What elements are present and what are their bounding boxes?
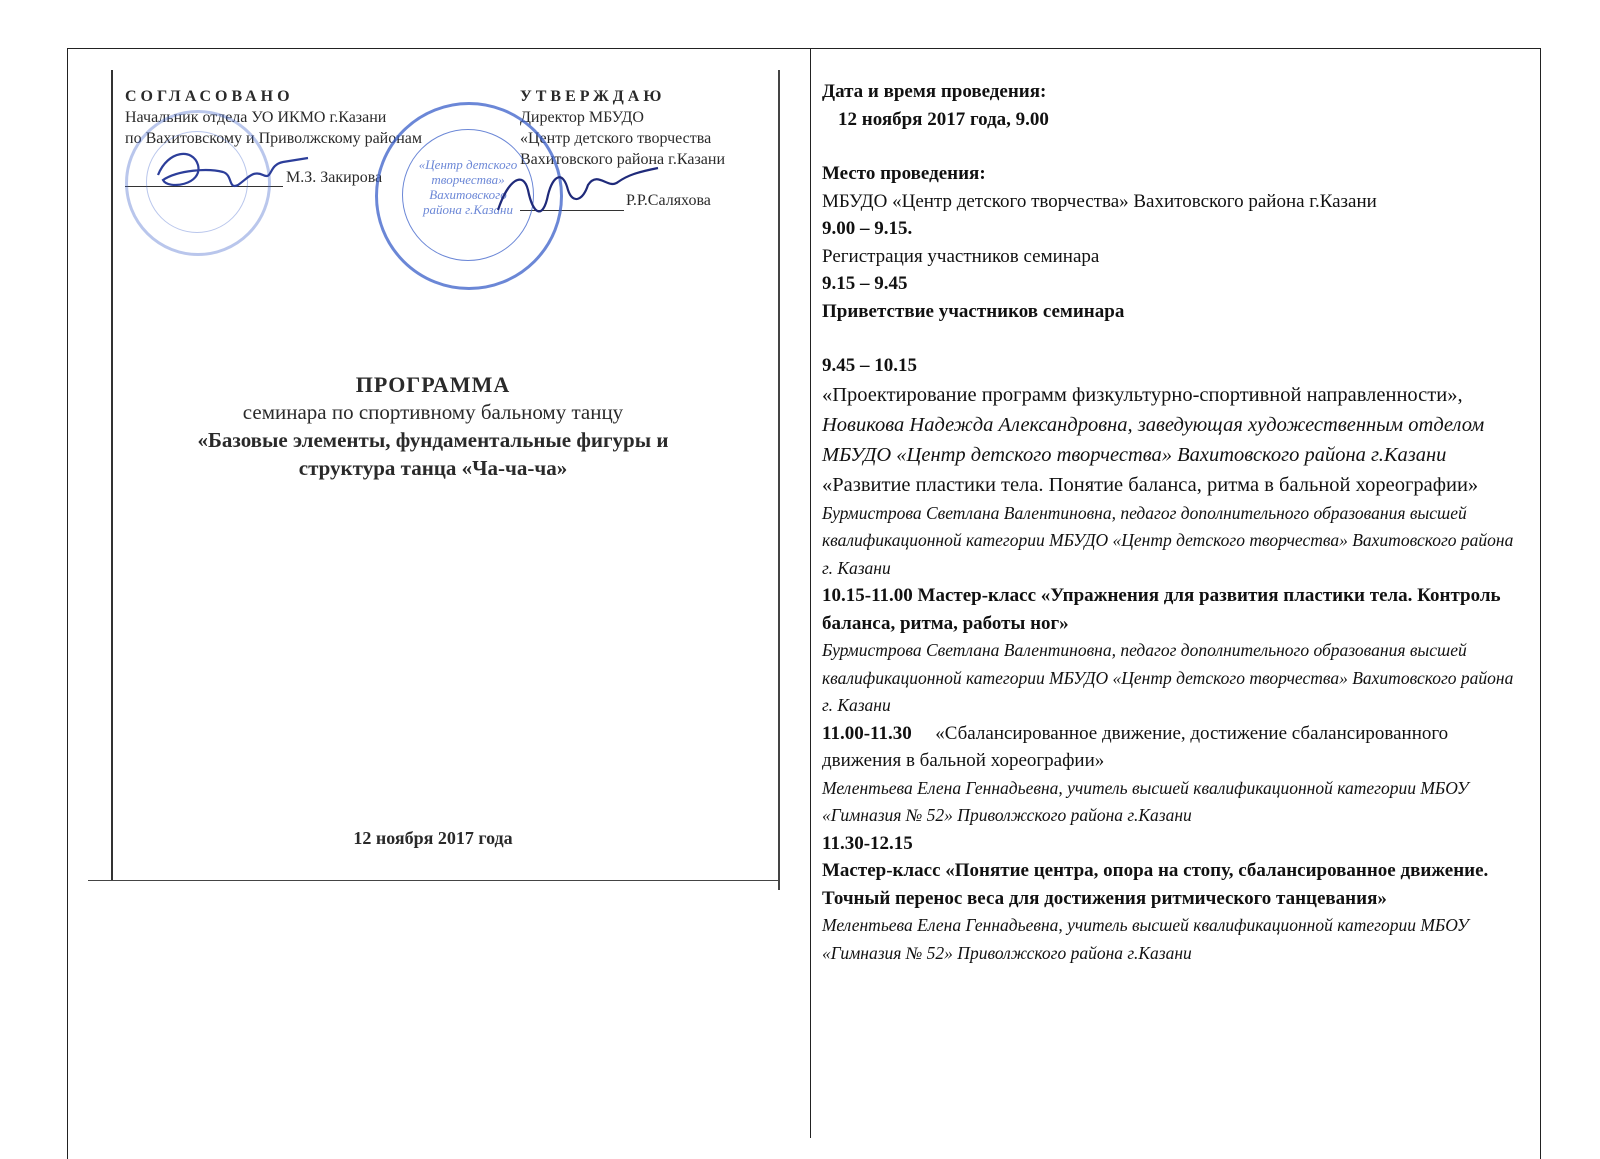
session-time: 9.45 – 10.15 [822, 355, 917, 376]
session-text: Приветствие участников семинара [822, 300, 1125, 322]
program-subtitle: семинара по спортивному бальному танцу [242, 400, 624, 424]
session-speaker: Мелентьева Елена Геннадьевна, учитель высшей квалификационной категории МБОУ «Гимназия № 52» Приволжского района г.Казани [822, 777, 1469, 825]
program-title: ПРОГРАММА [355, 372, 511, 397]
session-speaker: Новикова Надежда Александровна, заведующая художественным отделом МБУДО «Центр детского творчества» Вахитовского района г.Казани [822, 413, 1485, 466]
signer-name: М.З. Закирова [286, 169, 383, 186]
signature-right [488, 160, 668, 230]
session-speaker: Бурмистрова Светлана Валентиновна, педагог дополнительного образования высшей квалификационной категории МБУДО «Центр детского творчества» Вахитовского района г. Казани [822, 640, 1514, 715]
approval-line: «Центр детского творчества [520, 130, 712, 147]
scan-edge [88, 880, 778, 881]
session-topic: «Развитие пластики тела. Понятие баланса, ритма в бальной хореографии» [822, 473, 1479, 496]
session-time: 9.00 – 9.15. [822, 218, 913, 239]
approval-line: по Вахитовскому и Приволжскому районам [125, 130, 423, 147]
place-value: МБУДО «Центр детского творчества» Вахитовского района г.Казани [822, 190, 1377, 212]
session-time: 11.00-11.30 [822, 722, 912, 744]
place-label: Место проведения: [822, 163, 986, 184]
signature-left [148, 140, 318, 200]
session-text: Регистрация участников семинара [822, 245, 1100, 267]
scanned-title-page [88, 70, 778, 890]
spacer [822, 133, 1527, 160]
date-value: 12 ноября 2017 года, 9.00 [838, 108, 1049, 130]
seal-text: «Центр детского творчества» Вахитовского района г.Казани [418, 157, 518, 217]
date-label: Дата и время проведения: [822, 81, 1047, 102]
program-title-block [88, 372, 778, 482]
scan-edge [778, 70, 780, 890]
approval-block-right [520, 86, 780, 170]
program-date: 12 ноября 2017 года [353, 828, 513, 848]
session-topic: «Сбалансированное движение, достижение сбалансированного движения в бальной хореографии» [822, 722, 1449, 771]
session-speaker: Бурмистрова Светлана Валентиновна, педагог дополнительного образования высшей квалификационной категории МБУДО «Центр детского творчества» Вахитовского района г. Казани [822, 502, 1514, 578]
schedule-column [822, 78, 1527, 967]
program-subtitle: «Базовые элементы, фундаментальные фигуры и [197, 428, 669, 452]
approval-line: Директор МБУДО [520, 109, 644, 126]
session-topic: «Проектирование программ физкультурно-спортивной направленности», [822, 383, 1463, 406]
column-divider [810, 48, 811, 1138]
approval-title: УТВЕРЖДАЮ [520, 88, 666, 105]
spacer [822, 325, 1527, 352]
session-speaker: Мелентьева Елена Геннадьевна, учитель высшей квалификационной категории МБОУ «Гимназия № 52» Приволжского района г.Казани [822, 915, 1469, 963]
approval-title: СОГЛАСОВАНО [125, 88, 294, 105]
signer-name: Р.Р.Саляхова [626, 192, 711, 209]
session-time: 11.30-12.15 [822, 832, 913, 854]
session-title: 10.15-11.00 Мастер-класс «Упражнения для развития пластики тела. Контроль баланса, ритма, работы ног» [822, 585, 1501, 634]
approval-line: Начальник отдела УО ИКМО г.Казани [125, 109, 387, 126]
session-time: 9.15 – 9.45 [822, 273, 908, 294]
session-title: Мастер-класс «Понятие центра, опора на стопу, сбалансированное движение. Точный перенос веса для достижения ритмического танцевания» [822, 860, 1489, 909]
approval-line: Вахитовского района г.Казани [520, 151, 725, 168]
program-subtitle: структура танца «Ча-ча-ча» [298, 456, 568, 480]
